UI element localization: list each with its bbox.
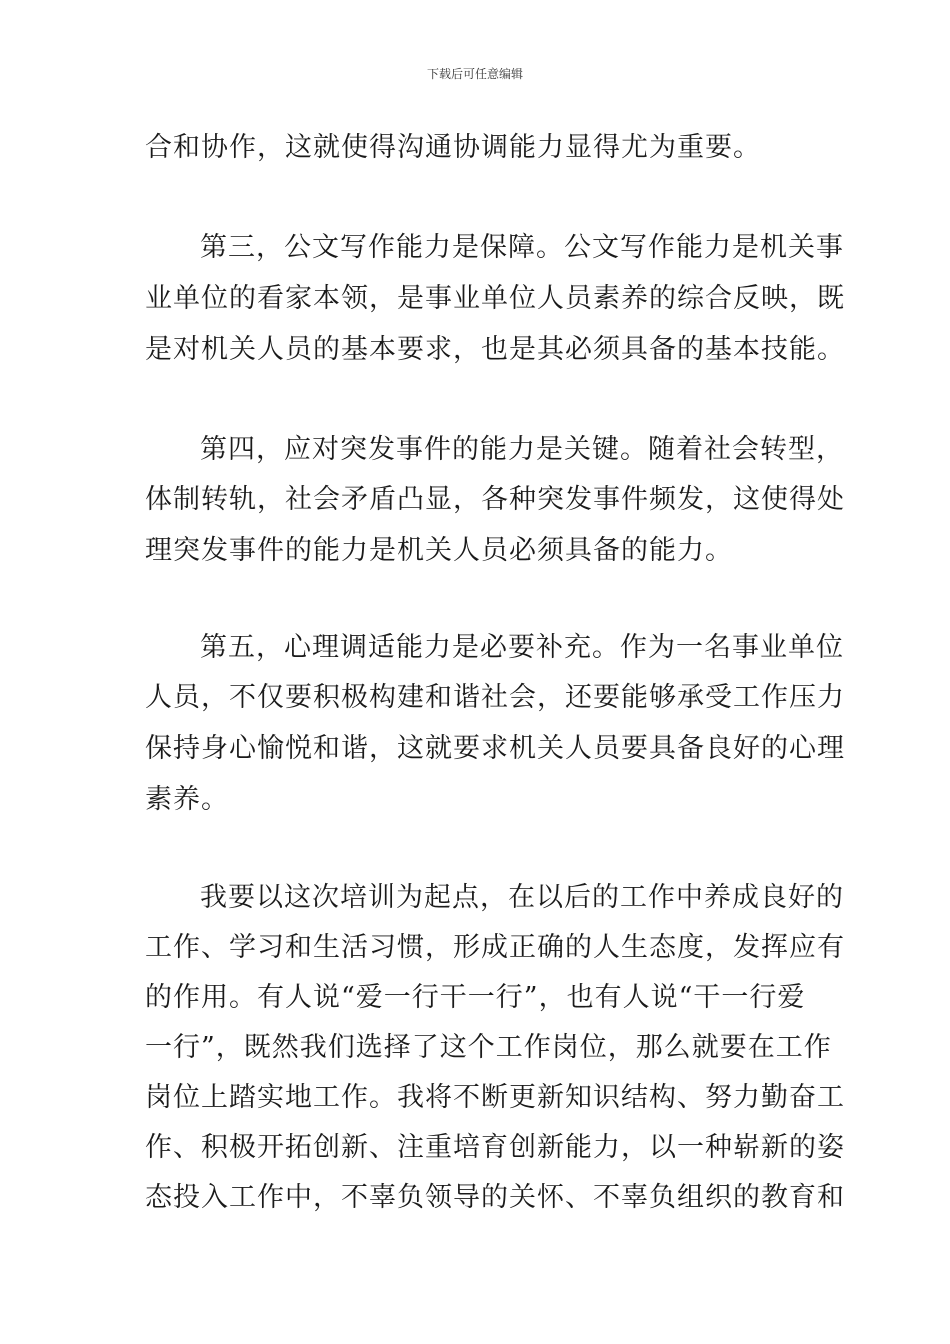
text-line: 第五，心理调适能力是必要补充。作为一名事业单位 — [200, 632, 844, 663]
text-line: 工作、学习和生活习惯，形成正确的人生态度，发挥应有 — [145, 932, 845, 963]
text-line: 理突发事件的能力是机关人员必须具备的能力。 — [145, 535, 733, 566]
text-line: 业单位的看家本领，是事业单位人员素养的综合反映，既 — [145, 283, 845, 314]
page-header: 下载后可任意编辑 — [426, 67, 523, 81]
text-line: 态投入工作中，不辜负领导的关怀、不辜负组织的教育和 — [145, 1182, 845, 1213]
text-line: 保持身心愉悦和谐，这就要求机关人员要具备良好的心理 — [145, 733, 845, 764]
text-line: 人员，不仅要积极构建和谐社会，还要能够承受工作压力 — [145, 682, 845, 713]
text-line: 第四，应对突发事件的能力是关键。随着社会转型， — [200, 434, 844, 465]
text-line: 我要以这次培训为起点，在以后的工作中养成良好的 — [200, 882, 844, 913]
text-line: 一行”，既然我们选择了这个工作岗位，那么就要在工作 — [145, 1032, 832, 1063]
text-line: 第三，公文写作能力是保障。公文写作能力是机关事 — [200, 232, 844, 263]
text-line: 体制转轨，社会矛盾凸显，各种突发事件频发，这使得处 — [145, 484, 845, 515]
text-line: 的作用。有人说“爱一行干一行”，也有人说“干一行爱 — [145, 982, 806, 1013]
text-line: 素养。 — [145, 784, 229, 815]
text-line: 作、积极开拓创新、注重培育创新能力，以一种崭新的姿 — [145, 1132, 845, 1163]
text-line: 岗位上踏实地工作。我将不断更新知识结构、努力勤奋工 — [145, 1082, 845, 1113]
text-line: 合和协作，这就使得沟通协调能力显得尤为重要。 — [145, 132, 761, 163]
text-line: 是对机关人员的基本要求，也是其必须具备的基本技能。 — [145, 334, 845, 365]
